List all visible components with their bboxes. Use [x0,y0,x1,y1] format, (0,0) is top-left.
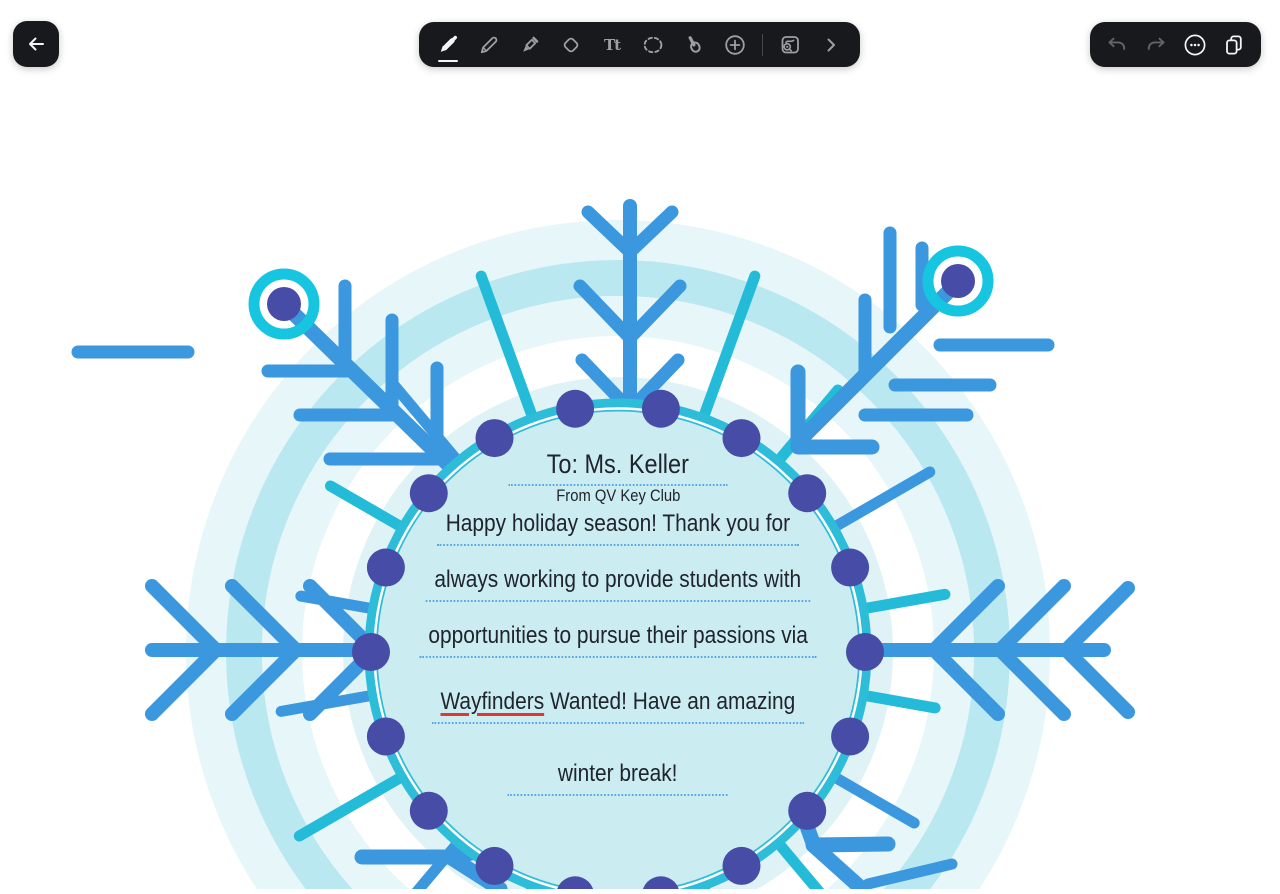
pencil-tool-button[interactable] [472,22,506,67]
tools-toolbar [419,22,860,67]
image-search-icon [777,32,803,58]
undo-icon [1104,32,1130,58]
more-options-button[interactable] [1178,22,1212,67]
back-button[interactable] [13,21,59,67]
card-body-line[interactable]: winter break! [368,760,868,796]
pencil-icon [476,32,502,58]
eraser-icon [558,32,584,58]
redo-icon [1143,32,1169,58]
insert-button[interactable] [718,22,752,67]
card-body-line[interactable]: Wayfinders Wanted! Have an amazing [368,688,868,724]
ellipsis-circle-icon [1181,31,1209,59]
selected-tool-indicator [438,60,458,63]
text-tool-icon: Tt [604,36,620,54]
expand-tools-button[interactable] [814,22,848,67]
pen-tool-button[interactable] [431,22,465,67]
card-body-line[interactable]: always working to provide students with [368,566,868,602]
lasso-icon [640,32,666,58]
pages-icon [1221,32,1247,58]
misspelled-word: Wayfinders [441,688,545,715]
card-from-line[interactable]: From QV Key Club [368,486,868,506]
pen-icon [435,32,461,58]
eraser-tool-button[interactable] [554,22,588,67]
toolbar-divider [762,34,763,56]
highlighter-tool-button[interactable] [513,22,547,67]
text-tool-button[interactable] [595,22,629,67]
visual-search-button[interactable] [773,22,807,67]
chevron-right-icon [818,32,844,58]
redo-button[interactable] [1139,22,1173,67]
gesture-tool-button[interactable] [677,22,711,67]
gesture-hand-icon [681,32,707,58]
lasso-tool-button[interactable] [636,22,670,67]
undo-button[interactable] [1100,22,1134,67]
duplicate-button[interactable] [1217,22,1251,67]
actions-toolbar [1090,22,1261,67]
card-body-line[interactable]: opportunities to pursue their passions via [368,622,868,658]
back-arrow-icon [23,31,49,57]
card-to-line[interactable]: To: Ms. Keller [368,449,868,486]
highlighter-icon [517,32,543,58]
card-body-line[interactable]: Happy holiday season! Thank you for [368,510,868,546]
plus-circle-icon [722,32,748,58]
